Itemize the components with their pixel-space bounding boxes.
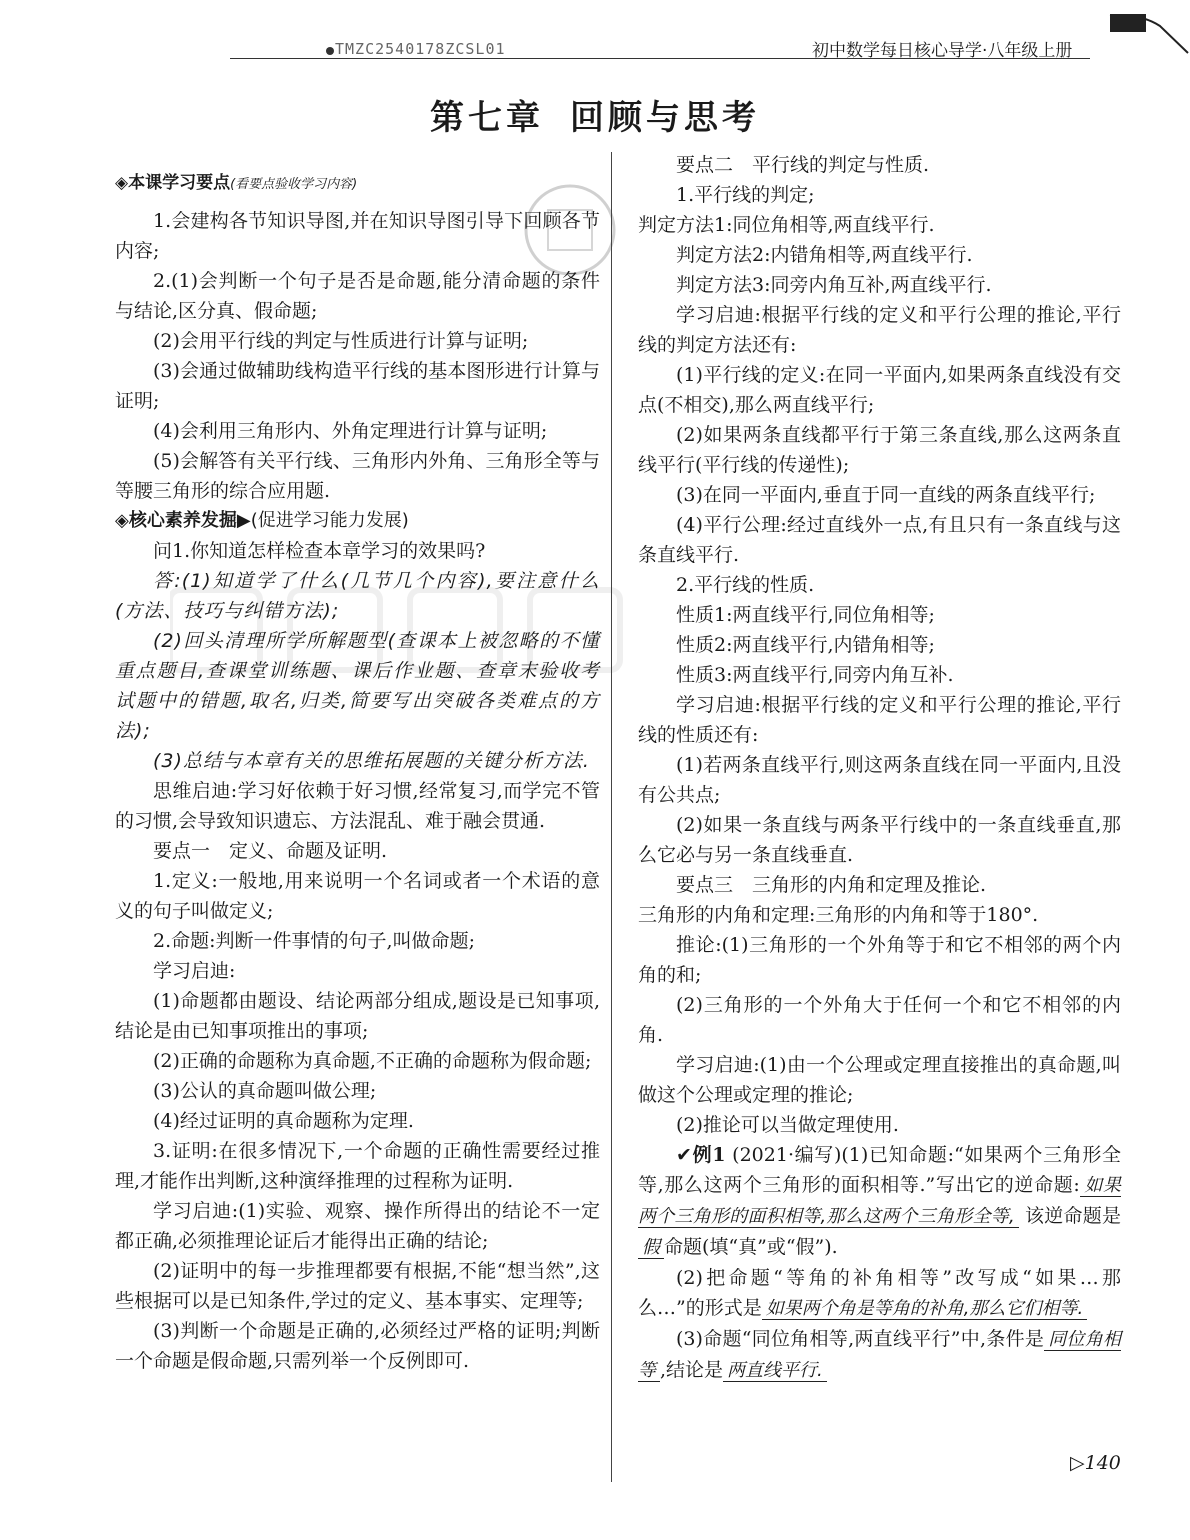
answer-blank: 同位角相等 — [638, 1329, 1122, 1381]
paragraph: 3.证明:在很多情况下,一个命题的正确性需要经过推理,才能作出判断,这种演绎推理的过程称为证明. — [115, 1140, 600, 1192]
example-1: ✔例1 (2021·编写)(1)已知命题:“如果两个三角形全等,那么这两个三角形的面积相等.”写出它的逆命题: 如果两个三角形的面积相等,那么这两个三角形全等, 该逆命题是假 命题(填“真”或“假”). — [638, 1144, 1121, 1258]
point-heading: 要点一 定义、命题及证明. — [153, 840, 388, 862]
paragraph: (2)如果两条直线都平行于第三条直线,那么这两条直线平行(平行线的传递性); — [638, 424, 1121, 476]
paragraph: 判定方法2:内错角相等,两直线平行. — [676, 244, 973, 266]
goal-item: (3)会通过做辅助线构造平行线的基本图形进行计算与证明; — [115, 360, 600, 412]
paragraph: 学习启迪:根据平行线的定义和平行公理的推论,平行线的判定方法还有: — [638, 304, 1121, 356]
point-heading: 要点三 三角形的内角和定理及推论. — [676, 874, 987, 896]
diamond-icon: ◈ — [115, 510, 129, 531]
paragraph: (2)如果一条直线与两条平行线中的一条直线垂直,那么它必与另一条直线垂直. — [638, 814, 1121, 866]
paragraph: 性质3:两直线平行,同旁内角互补. — [676, 664, 954, 686]
paragraph: 学习启迪:根据平行线的定义和平行公理的推论,平行线的性质还有: — [638, 694, 1121, 746]
answer-blank: 如果两个角是等角的补角,那么它们相等. — [762, 1298, 1087, 1320]
paragraph: (2)正确的命题称为真命题,不正确的命题称为假命题; — [153, 1050, 592, 1072]
paragraph: (1)平行线的定义:在同一平面内,如果两条直线没有交点(不相交),那么两直线平行; — [638, 364, 1121, 416]
paragraph: 思维启迪:学习好依赖于好习惯,经常复习,而学完不管的习惯,会导致知识遗忘、方法混乱、难于融会贯通. — [115, 780, 600, 832]
column-divider — [611, 152, 612, 1482]
paragraph: 学习启迪: — [153, 960, 236, 982]
triangle-icon: ▶ — [236, 510, 251, 531]
paragraph: (1)命题都由题设、结论两部分组成,题设是已知事项,结论是由已知事项推出的事项; — [115, 990, 600, 1042]
paragraph: (4)经过证明的真命题称为定理. — [153, 1110, 414, 1132]
goal-item: (2)会用平行线的判定与性质进行计算与证明; — [153, 330, 529, 352]
goal-item: 2.(1)会判断一个句子是否是命题,能分清命题的条件与结论,区分真、假命题; — [115, 270, 600, 322]
answer-blank: 两直线平行. — [723, 1360, 827, 1382]
paragraph: 1.定义:一般地,用来说明一个名词或者一个术语的意义的句子叫做定义; — [115, 870, 600, 922]
paragraph: (3)公认的真命题叫做公理; — [153, 1080, 377, 1102]
left-column — [115, 168, 600, 1376]
paragraph: 2.平行线的性质. — [676, 574, 815, 596]
paragraph: (2)推论可以当做定理使用. — [676, 1114, 899, 1136]
answer-blank: 如果两个三角形的面积相等,那么这两个三角形全等, — [638, 1175, 1121, 1227]
goal-item: (4)会利用三角形内、外角定理进行计算与证明; — [153, 420, 548, 442]
checkmark-icon: ✔ — [676, 1144, 692, 1166]
paragraph: 学习启迪:(1)由一个公理或定理直接推出的真命题,叫做这个公理或定理的推论; — [638, 1054, 1121, 1106]
book-title: 初中数学每日核心导学·八年级上册 — [812, 41, 1073, 61]
answer-blank: 假 — [638, 1237, 664, 1259]
header-bullet-icon — [326, 47, 334, 55]
goal-item: 1.会建构各节知识导图,并在知识导图引导下回顾各节内容; — [115, 210, 600, 262]
right-column — [638, 150, 1121, 1386]
paragraph: 性质2:两直线平行,内错角相等; — [676, 634, 935, 656]
answer-item: 答:(1)知道学了什么(几节几个内容),要注意什么(方法、技巧与纠错方法); — [115, 570, 600, 622]
diamond-icon: ◈ — [115, 173, 129, 193]
paragraph: 判定方法1:同位角相等,两直线平行. — [638, 214, 935, 236]
answer-item: (2)回头清理所学所解题型(查课本上被忽略的不懂重点题目,查课堂训练题、课后作业题、查章末验收考试题中的错题,取名,归类,简要写出突破各类难点的方法); — [115, 630, 600, 742]
paragraph: 1.平行线的判定; — [676, 184, 815, 206]
paragraph: (3)判断一个命题是正确的,必须经过严格的证明;判断一个命题是假命题,只需列举一个反例即可. — [115, 1320, 600, 1372]
paragraph: 判定方法3:同旁内角互补,两直线平行. — [676, 274, 992, 296]
chapter-title: 第七章 回顾与思考 — [430, 98, 760, 138]
header-code: TMZC2540178ZCSL01 — [335, 40, 506, 58]
answer-item: (3)总结与本章有关的思维拓展题的关键分析方法. — [153, 750, 590, 772]
question-1: 问1.你知道怎样检查本章学习的效果吗? — [153, 540, 486, 562]
paragraph: (3)在同一平面内,垂直于同一直线的两条直线平行; — [676, 484, 1096, 506]
paragraph: (4)平行公理:经过直线外一点,有且只有一条直线与这条直线平行. — [638, 514, 1121, 566]
arrow-icon: ▷ — [1070, 1452, 1085, 1474]
corner-tab-icon — [1100, 8, 1190, 58]
section-title-core: ◈核心素养发掘▶(促进学习能力发展) — [115, 510, 409, 531]
example-1-part-2: (2)把命题“等角的补角相等”改写成“如果…那么…”的形式是 如果两个角是等角的补角,那么它们相等. — [638, 1267, 1121, 1319]
example-1-part-3: (3)命题“同位角相等,两直线平行”中,条件是 同位角相等 ,结论是 两直线平行. — [638, 1328, 1122, 1381]
goal-item: (5)会解答有关平行线、三角形内外角、三角形全等与等腰三角形的综合应用题. — [115, 450, 600, 502]
paragraph: 性质1:两直线平行,同位角相等; — [676, 604, 935, 626]
page-number: ▷140 — [1070, 1452, 1121, 1474]
paragraph: 2.命题:判断一件事情的句子,叫做命题; — [153, 930, 475, 952]
paragraph: (2)三角形的一个外角大于任何一个和它不相邻的内角. — [638, 994, 1121, 1046]
paragraph: 三角形的内角和定理:三角形的内角和等于180°. — [638, 904, 1039, 926]
paragraph: (2)证明中的每一步推理都要有根据,不能“想当然”,这些根据可以是已知条件,学过的定义、基本事实、定理等; — [115, 1260, 600, 1312]
paragraph: 学习启迪:(1)实验、观察、操作所得出的结论不一定都正确,必须推理论证后才能得出正确的结论; — [115, 1200, 600, 1252]
point-heading: 要点二 平行线的判定与性质. — [676, 154, 930, 176]
paragraph: 推论:(1)三角形的一个外角等于和它不相邻的两个内角的和; — [638, 934, 1121, 986]
section-title-key-points: ◈本课学习要点(看要点验收学习内容) — [115, 173, 358, 193]
paragraph: (1)若两条直线平行,则这两条直线在同一平面内,且没有公共点; — [638, 754, 1121, 806]
